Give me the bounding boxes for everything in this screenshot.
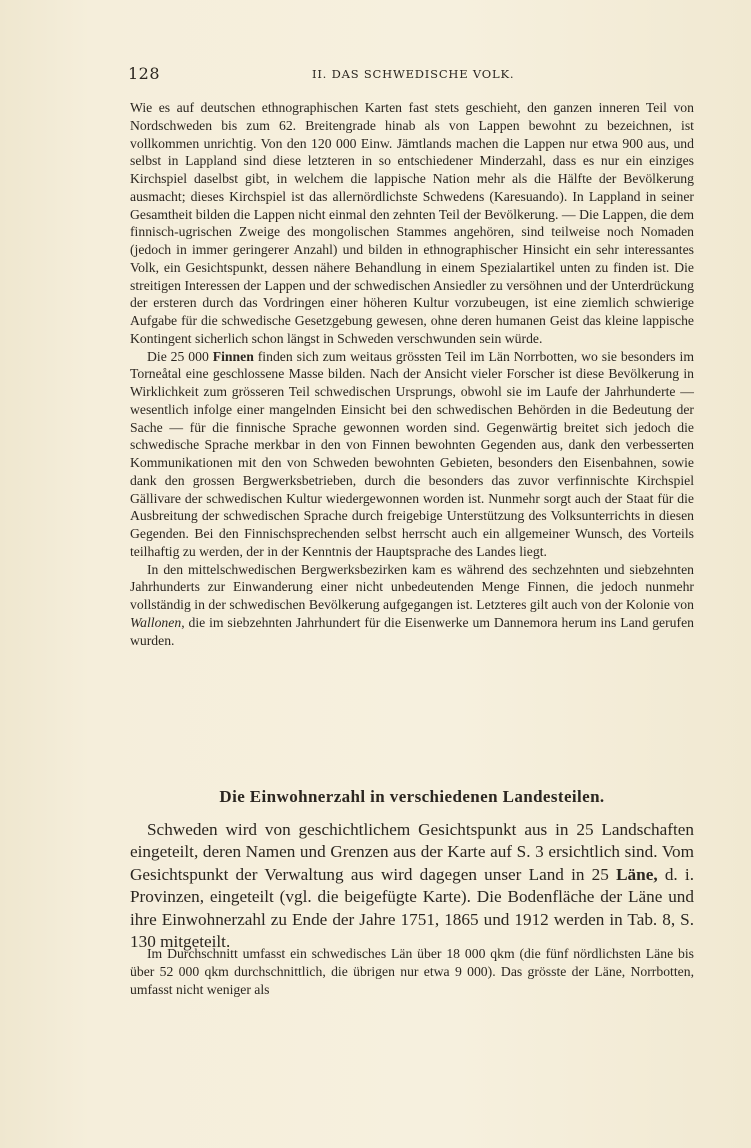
body-text-small-bottom (130, 945, 694, 999)
paragraph-landschaften-rest: d. i. Provinzen, eingeteilt (vgl. die beigefügte Karte). Die Bodenfläche der Läne und ihre Einwohnerzahl zu Ende der Jahre 1751, 1865 und 1912 werden in Tab. 8, S. 130 mitgeteilt. (130, 864, 695, 952)
paragraph-landschaften (130, 819, 694, 953)
body-text-large (130, 819, 694, 953)
page-header (128, 64, 694, 84)
paragraph-lappen: Wie es auf deutschen ethnographischen Karten fast stets geschieht, den ganzen inneren Teil von Nordschweden bis zum 62. Breitengrade hinab als von Lappen bewohnt zu bezeichnen, ist vollkommen unrichtig. Von den 120 000 Einw. Jämtlands machen die Lappen nur etwa 900 aus, und selbst in Lappland sind diese letzteren in so entschiedener Minderzahl, dass es nur ein einziges Kirchspiel daselbst gibt, in welchem die lappische Nation mehr als die Hälfte der Bevölkerung ausmacht; dieses Kirchspiel ist das allernördlichste Schwedens (Karesuando). In Lappland in seiner Gesamtheit bilden die Lappen nicht einmal den zehnten Teil der Bevölkerung. — Die Lappen, die dem finnisch-ugrischen Zweige des mongolischen Stammes angehören, sind teilweise noch Nomaden (jedoch in immer geringerer Anzahl) und bilden in ethnographischer Hinsicht ein sehr interessantes Volk, ein Gesichtspunkt, dessen nähere Behandlung in einem Spezialartikel unten zu finden ist. Die streitigen Interessen der Lappen und der schwedischen Ansiedler zu versöhnen und der Unterdrückung der ersteren durch das Vordringen einer höheren Kultur vorzubeugen, ist eine ziemlich schwierige Aufgabe für die schwedische Gesetzgebung gewesen, ohne deren humanen Geist das kleine lappische Kontingent sicherlich schon längst in Schweden verschwunden sein würde. (130, 100, 694, 346)
page-number: 128 (128, 64, 161, 83)
term-wallonen: Wallonen (130, 614, 182, 630)
paragraph-bergwerksbezirke (130, 561, 694, 650)
paragraph-finnen-rest: finden sich zum weitaus grössten Teil im Län Norrbotten, wo sie besonders im Torneåtal eine geschlossene Masse bilden. Nach der Ansicht vieler Forscher ist diese Bevölkerung in Wirklichkeit zum grösseren Teil schwedischen Ursprungs, obwohl sie im Laufe der Jahrhunderte — wesentlich infolge einer mangelnden Einsicht bei den schwedischen Behörden in die Bedeutung der Sache — für die finnische Sprache gewonnen worden sind. Gegenwärtig breitet sich jedoch die schwedische Sprache merkbar in den von Finnen bewohnten Gegenden aus, dank den verbesserten Kommunikationen mit den von Schweden bewohnten Gebieten, besonders den Eisenbahnen, sowie dank den grossen Bergwerksbetrieben, durch die besonders das zuvor verfinnischte Kirchspiel Gällivare der schwedischen Kultur wiedergewonnen worden ist. Nunmehr sorgt auch der Staat für die Ausbreitung der schwedischen Sprache durch freigebige Unterstützung des Volksunterrichts in diesen Gegenden. Bei den Finnischsprechenden selbst herrscht auch ein allgemeiner Wunsch, des Vorteils teilhaftig zu werden, der in der Kenntnis der Hauptsprache des Landes liegt. (130, 348, 694, 559)
term-finnen: Finnen (212, 348, 254, 364)
paragraph-bergwerk-start: In den mittelschwedischen Bergwerksbezirken kam es während des sechzehnten und siebzehnten Jahrhunderts zur Einwanderung einer nicht unbedeutenden Menge Finnen, die jedoch nunmehr vollständig in der schwedischen Bevölkerung aufgegangen ist. Letzteres gilt auch von der Kolonie von (130, 561, 694, 612)
body-text-small (130, 99, 694, 649)
paragraph-finnen (130, 348, 694, 561)
paragraph-finnen-start: Die 25 000 (147, 348, 213, 364)
term-laene: Läne, (616, 864, 658, 884)
section-heading: Die Einwohnerzahl in verschiedenen Landesteilen. (219, 787, 605, 806)
paragraph-landschaften-start: Schweden wird von geschichtlichem Gesichtspunkt aus in 25 Landschaften eingeteilt, deren Namen und Grenzen aus der Karte auf S. 3 ersichtlich sind. Vom Gesichtspunkt der Verwaltung aus wird dagegen unser Land in 25 (130, 820, 694, 884)
paragraph-durchschnitt: Im Durchschnitt umfasst ein schwedisches Län über 18 000 qkm (die fünf nördlichsten Läne bis über 52 000 qkm durchschnittlich, die übrigen nur etwa 9 000). Das grösste der Läne, Norrbotten, umfasst nicht weniger als (130, 946, 694, 997)
paragraph-bergwerk-rest: , die im siebzehnten Jahrhundert für die Eisenwerke um Dannemora herum ins Land gerufen wurden. (130, 614, 694, 648)
running-head: II. DAS SCHWEDISCHE VOLK. (312, 67, 515, 81)
